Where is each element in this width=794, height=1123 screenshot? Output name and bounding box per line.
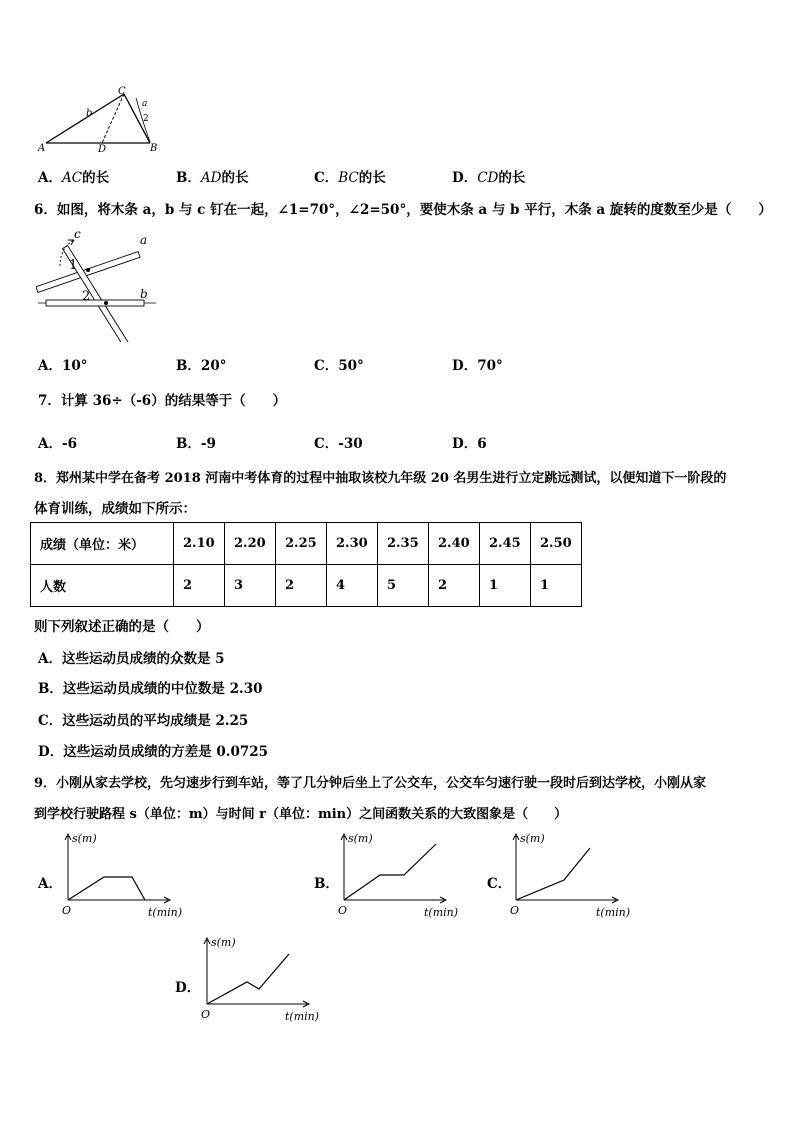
q5-triangle-figure — [36, 86, 166, 154]
q6-option-c: C．50° — [314, 358, 364, 374]
q8-table-cell: 2 — [276, 565, 327, 607]
q9-question-line2: 到学校行驶路程 s（单位：m）与时间 r（单位：min）之间函数关系的大致图象是（ ） — [34, 807, 568, 822]
q8-table-row-counts — [31, 565, 582, 607]
q8-table-header-count: 人数 — [31, 565, 174, 607]
q7-question-text: 7．计算 36÷（-6）的结果等于（ ） — [38, 393, 287, 409]
q9-graph-c-curve — [516, 848, 590, 900]
q6-question-text: 6．如图，将木条 a，b 与 c 钉在一起，∠1=70°，∠2=50°，要使木条 a 与 b 平行，木条 a 旋转的度数至少是（ ） — [34, 202, 772, 218]
q9-option-a-label: A． — [38, 876, 62, 892]
q8-table-cell: 5 — [378, 565, 429, 607]
q5-label-D: D — [98, 144, 107, 154]
q7-option-c: C．-30 — [314, 436, 363, 452]
q9-graph-c-origin: O — [510, 904, 520, 917]
q6-sticks-figure — [36, 226, 156, 342]
q8-table-cell: 2 — [429, 565, 480, 607]
q9-graph-d-y-label: s(m) — [211, 936, 236, 949]
q8-table-header-score: 成绩（单位：米） — [31, 523, 174, 565]
q8-table-cell: 2 — [174, 565, 225, 607]
q6-stick-b — [46, 300, 144, 306]
q6-label-2: 2 — [82, 289, 91, 304]
q9-graph-b-curve — [344, 844, 436, 900]
q9-graph-b — [336, 828, 466, 920]
q9-option-b-label: B． — [314, 876, 339, 892]
q8-prompt: 则下列叙述正确的是（ ） — [34, 619, 210, 635]
q8-table-cell: 2.25 — [276, 523, 327, 565]
q6-option-a: A．10° — [38, 358, 88, 374]
q9-graph-a-curve — [68, 877, 145, 900]
q8-option-d: D．这些运动员成绩的方差是 0.0725 — [38, 744, 269, 760]
q5-option-a: A．AC的长 — [38, 170, 110, 186]
q8-score-table — [30, 522, 582, 607]
q6-label-a: a — [140, 233, 148, 247]
q9-graph-c-y-label: s(m) — [520, 832, 545, 845]
q8-table-cell: 2.40 — [429, 523, 480, 565]
q8-table-row-scores — [31, 523, 582, 565]
q6-option-b: B．20° — [176, 358, 227, 374]
q9-option-d-label: D． — [175, 980, 201, 996]
q8-table-cell: 1 — [480, 565, 531, 607]
q9-graph-d — [199, 932, 329, 1024]
q9-graph-b-y-label: s(m) — [348, 832, 373, 845]
q9-graph-d-x-label: t(min) — [285, 1010, 320, 1023]
q8-table-cell: 1 — [531, 565, 582, 607]
q5-option-c: C．BC的长 — [314, 170, 386, 186]
q7-option-d: D．6 — [452, 436, 487, 452]
q5-option-d: D．CD的长 — [452, 170, 526, 186]
q8-table-cell: 2.10 — [174, 523, 225, 565]
q9-graph-b-x-label: t(min) — [424, 906, 459, 919]
q5-label-A: A — [38, 143, 46, 154]
q5-label-C: C — [118, 86, 126, 97]
q5-label-2: 2 — [143, 114, 149, 124]
q6-option-d: D．70° — [452, 358, 503, 374]
q8-option-c: C．这些运动员的平均成绩是 2.25 — [38, 713, 249, 729]
q6-label-b: b — [140, 287, 148, 301]
q9-graph-b-origin: O — [338, 904, 348, 917]
q6-nail-bottom — [104, 301, 108, 305]
q9-graph-c-x-label: t(min) — [596, 906, 631, 919]
q9-graph-c — [508, 828, 638, 920]
q6-nail-top — [86, 268, 90, 272]
q5-side-AC — [46, 94, 124, 143]
q5-label-a: a — [142, 99, 148, 109]
q8-table-cell: 2.30 — [327, 523, 378, 565]
q5-option-b: B．AD的长 — [176, 170, 249, 186]
q8-option-b: B．这些运动员成绩的中位数是 2.30 — [38, 681, 263, 697]
q8-question-line1: 8．郑州某中学在备考 2018 河南中考体育的过程中抽取该校九年级 20 名男生进行立定跳远测试，以便知道下一阶段的 — [34, 471, 727, 486]
q6-label-c: c — [74, 227, 81, 241]
q7-option-b: B．-9 — [176, 436, 216, 452]
q8-table-cell: 4 — [327, 565, 378, 607]
q8-question-line2: 体育训练，成绩如下所示： — [34, 501, 196, 517]
q5-label-B: B — [150, 143, 158, 154]
q9-graph-d-curve — [207, 954, 289, 1004]
q8-table-cell: 2.45 — [480, 523, 531, 565]
q9-question-line1: 9．小刚从家去学校，先匀速步行到车站，等了几分钟后坐上了公交车，公交车匀速行驶一段时后到达学校，小刚从家 — [34, 776, 707, 791]
q7-option-a: A．-6 — [38, 436, 77, 452]
q5-label-b: b — [86, 108, 93, 119]
q8-option-a: A．这些运动员成绩的众数是 5 — [38, 651, 225, 667]
q8-table-cell: 3 — [225, 565, 276, 607]
q6-label-1: 1 — [69, 258, 78, 273]
q9-graph-a — [60, 828, 190, 920]
q9-graph-d-origin: O — [201, 1008, 211, 1021]
q9-graph-a-y-label: s(m) — [72, 832, 97, 845]
q8-table-cell: 2.50 — [531, 523, 582, 565]
q9-option-c-label: C． — [487, 876, 512, 892]
q9-graph-a-x-label: t(min) — [148, 906, 183, 919]
q8-table-cell: 2.20 — [225, 523, 276, 565]
q8-table-cell: 2.35 — [378, 523, 429, 565]
q9-graph-a-origin: O — [62, 904, 72, 917]
